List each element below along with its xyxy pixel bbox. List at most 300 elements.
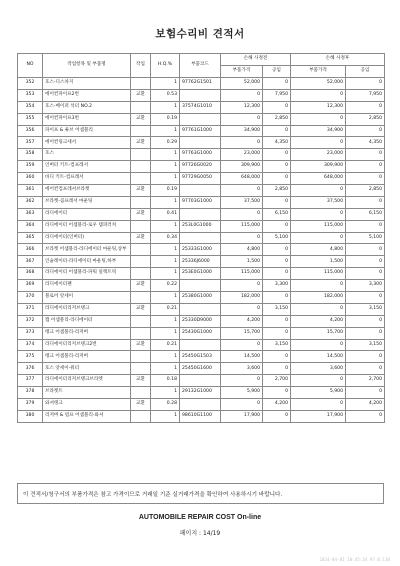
cell-work bbox=[131, 256, 151, 268]
cell-hq: 1 bbox=[151, 220, 180, 232]
cell-work bbox=[131, 410, 151, 422]
cell-part-code: 25336J6000 bbox=[180, 256, 221, 268]
cell-item-name: 호스 bbox=[43, 149, 131, 161]
cell-part-code bbox=[180, 208, 221, 220]
cell-part-code: 97763G1000 bbox=[180, 149, 221, 161]
cell-part-code: 97703G1000 bbox=[180, 196, 221, 208]
cell-labor-before: 5,100 bbox=[263, 232, 291, 244]
cell-part-price-before: 0 bbox=[221, 89, 263, 101]
cell-hq: 1 bbox=[151, 410, 180, 422]
table-row bbox=[18, 292, 385, 304]
cell-part-price-after: 309,900 bbox=[291, 161, 346, 173]
cell-labor-after: 3,300 bbox=[346, 280, 385, 292]
cell-part-code bbox=[180, 399, 221, 411]
table-row bbox=[18, 173, 385, 185]
cell-no: 369 bbox=[18, 280, 43, 292]
cell-no: 374 bbox=[18, 339, 43, 351]
cell-item-name: 브라켓-콤프레서 마운팅 bbox=[43, 196, 131, 208]
cell-part-price-before: 15,700 bbox=[221, 327, 263, 339]
cell-labor-after: 0 bbox=[346, 196, 385, 208]
cell-labor-after: 0 bbox=[346, 268, 385, 280]
cell-item-name: 라디에이터 bbox=[43, 208, 131, 220]
cell-hq: 1 bbox=[151, 256, 180, 268]
cell-part-price-before: 34,900 bbox=[221, 125, 263, 137]
cell-hq: 0.41 bbox=[151, 208, 180, 220]
cell-no: 365 bbox=[18, 232, 43, 244]
cell-item-name: 라디에이터 어셈블리-로우 템퍼러쳐 bbox=[43, 220, 131, 232]
cell-part-price-after: 0 bbox=[291, 89, 346, 101]
cell-labor-after: 0 bbox=[346, 292, 385, 304]
cell-work: 교환 bbox=[131, 185, 151, 197]
cell-hq: 0.21 bbox=[151, 303, 180, 315]
cell-labor-before: 0 bbox=[263, 410, 291, 422]
cell-item-name: 라디에이터 어셈블리-파워 일렉트릭 bbox=[43, 268, 131, 280]
cell-labor-before: 0 bbox=[263, 387, 291, 399]
cell-work bbox=[131, 292, 151, 304]
cell-no: 361 bbox=[18, 185, 43, 197]
cell-item-name: 에어컨파이프3번 bbox=[43, 113, 131, 125]
cell-work bbox=[131, 78, 151, 90]
document-title: 보험수리비 견적서 bbox=[155, 28, 245, 40]
cell-part-code: 98610G1100 bbox=[180, 410, 221, 422]
cell-part-code: 253E0G1000 bbox=[180, 268, 221, 280]
cell-part-code: 25450G1600 bbox=[180, 363, 221, 375]
table-row bbox=[18, 220, 385, 232]
cell-part-code: 97729G0050 bbox=[180, 173, 221, 185]
cell-labor-after: 0 bbox=[346, 220, 385, 232]
cell-labor-before: 2,850 bbox=[263, 113, 291, 125]
cell-no: 379 bbox=[18, 399, 43, 411]
cell-part-price-before: 0 bbox=[221, 137, 263, 149]
cell-item-name: 라디에이터리저브탱크2번 bbox=[43, 339, 131, 351]
cell-item-name: 에어컨파이프2번 bbox=[43, 89, 131, 101]
cell-item-name: 블로어 앗세이 bbox=[43, 292, 131, 304]
cell-part-price-after: 115,000 bbox=[291, 220, 346, 232]
cell-part-code: 25430G1000 bbox=[180, 327, 221, 339]
cell-labor-after: 0 bbox=[346, 410, 385, 422]
cell-part-price-before: 12,300 bbox=[221, 101, 263, 113]
cell-labor-after: 0 bbox=[346, 256, 385, 268]
cell-work bbox=[131, 351, 151, 363]
cell-labor-after: 0 bbox=[346, 387, 385, 399]
header-part-price-after: 부품가격 bbox=[291, 66, 346, 78]
cell-part-price-after: 17,900 bbox=[291, 410, 346, 422]
cell-item-name: 파이프 & 튜브 어셈블리 bbox=[43, 125, 131, 137]
header-hq: H.Q.% bbox=[151, 54, 180, 78]
cell-no: 372 bbox=[18, 315, 43, 327]
cell-part-code: 29132G1000 bbox=[180, 387, 221, 399]
cell-no: 370 bbox=[18, 292, 43, 304]
cell-part-price-after: 52,000 bbox=[291, 78, 346, 90]
cell-hq: 1 bbox=[151, 387, 180, 399]
cell-work bbox=[131, 196, 151, 208]
cell-item-name: 라디에이터(인버터) bbox=[43, 232, 131, 244]
table-row bbox=[18, 244, 385, 256]
cell-part-price-before: 0 bbox=[221, 232, 263, 244]
cell-part-price-before: 37,500 bbox=[221, 196, 263, 208]
cell-part-price-after: 23,000 bbox=[291, 149, 346, 161]
cell-part-price-before: 52,000 bbox=[221, 78, 263, 90]
cell-item-name: 호스-베이퍼 석터 NO.2 bbox=[43, 101, 131, 113]
cell-part-price-after: 0 bbox=[291, 208, 346, 220]
cell-work: 교환 bbox=[131, 232, 151, 244]
cell-labor-before: 0 bbox=[263, 244, 291, 256]
cell-labor-before: 0 bbox=[263, 363, 291, 375]
cell-hq: 1 bbox=[151, 244, 180, 256]
cell-hq: 0.21 bbox=[151, 339, 180, 351]
cell-hq: 0.22 bbox=[151, 280, 180, 292]
cell-no: 359 bbox=[18, 161, 43, 173]
cell-no: 373 bbox=[18, 327, 43, 339]
cell-labor-before: 0 bbox=[263, 101, 291, 113]
table-row bbox=[18, 196, 385, 208]
cell-hq: 1 bbox=[151, 161, 180, 173]
cell-work bbox=[131, 173, 151, 185]
cell-hq: 1 bbox=[151, 125, 180, 137]
cell-no: 364 bbox=[18, 220, 43, 232]
cell-work: 교환 bbox=[131, 375, 151, 387]
cell-part-price-before: 0 bbox=[221, 185, 263, 197]
cell-part-price-before: 14,500 bbox=[221, 351, 263, 363]
cell-labor-after: 0 bbox=[346, 78, 385, 90]
cell-part-price-after: 1,500 bbox=[291, 256, 346, 268]
cell-item-name: 와셔탱크 bbox=[43, 399, 131, 411]
cell-item-name: 브라켓트 bbox=[43, 387, 131, 399]
cell-labor-after: 2,850 bbox=[346, 113, 385, 125]
cell-hq: 1 bbox=[151, 173, 180, 185]
cell-part-price-after: 15,700 bbox=[291, 327, 346, 339]
cell-no: 371 bbox=[18, 303, 43, 315]
cell-no: 353 bbox=[18, 89, 43, 101]
cell-no: 354 bbox=[18, 101, 43, 113]
cell-part-price-after: 3,600 bbox=[291, 363, 346, 375]
table-row bbox=[18, 375, 385, 387]
cell-labor-before: 0 bbox=[263, 220, 291, 232]
cell-part-price-after: 0 bbox=[291, 375, 346, 387]
table-row bbox=[18, 280, 385, 292]
cell-part-price-before: 4,200 bbox=[221, 315, 263, 327]
table-row bbox=[18, 339, 385, 351]
table-row bbox=[18, 387, 385, 399]
table-row bbox=[18, 78, 385, 90]
cell-no: 377 bbox=[18, 375, 43, 387]
cell-work bbox=[131, 363, 151, 375]
table-row bbox=[18, 315, 385, 327]
cell-work bbox=[131, 315, 151, 327]
cell-part-price-after: 34,900 bbox=[291, 125, 346, 137]
cell-hq: 1 bbox=[151, 149, 180, 161]
cell-part-price-after: 4,200 bbox=[291, 315, 346, 327]
cell-item-name: 호스 앗세이-워터 bbox=[43, 363, 131, 375]
cell-no: 380 bbox=[18, 410, 43, 422]
cell-labor-after: 0 bbox=[346, 363, 385, 375]
header-after-adjust: 손해 사정후 bbox=[291, 54, 385, 66]
cell-part-price-after: 0 bbox=[291, 185, 346, 197]
cell-item-name: 라디에이터리저브탱크 bbox=[43, 303, 131, 315]
cell-work bbox=[131, 327, 151, 339]
cell-part-code: 25380G1000 bbox=[180, 292, 221, 304]
cell-part-price-before: 0 bbox=[221, 303, 263, 315]
cell-part-price-before: 0 bbox=[221, 113, 263, 125]
cell-no: 368 bbox=[18, 268, 43, 280]
cell-labor-before: 3,150 bbox=[263, 303, 291, 315]
cell-labor-before: 0 bbox=[263, 78, 291, 90]
cell-item-name: 바디 키트-컴프레서 bbox=[43, 173, 131, 185]
table-row bbox=[18, 161, 385, 173]
table-row bbox=[18, 363, 385, 375]
cell-labor-after: 0 bbox=[346, 101, 385, 113]
cell-labor-before: 0 bbox=[263, 173, 291, 185]
footer-title: AUTOMOBILE REPAIR COST On-line bbox=[138, 514, 262, 521]
cell-labor-before: 0 bbox=[263, 292, 291, 304]
table-row bbox=[18, 125, 385, 137]
cell-no: 362 bbox=[18, 196, 43, 208]
cell-item-name: 탱크 어셈블리-리저버 bbox=[43, 327, 131, 339]
header-before-adjust: 손해 사정전 bbox=[221, 54, 291, 66]
cell-part-code: 37574G1010 bbox=[180, 101, 221, 113]
cell-labor-after: 0 bbox=[346, 161, 385, 173]
cell-work: 교환 bbox=[131, 113, 151, 125]
table-row bbox=[18, 351, 385, 363]
cell-labor-before: 0 bbox=[263, 125, 291, 137]
cell-part-price-before: 648,000 bbox=[221, 173, 263, 185]
cell-labor-before: 0 bbox=[263, 149, 291, 161]
cell-part-code: 97761G1000 bbox=[180, 125, 221, 137]
table-row bbox=[18, 101, 385, 113]
cell-hq: 0.53 bbox=[151, 89, 180, 101]
header-part-price-before: 부품가격 bbox=[221, 66, 263, 78]
cell-labor-after: 7,950 bbox=[346, 89, 385, 101]
cell-part-price-before: 0 bbox=[221, 375, 263, 387]
cell-part-price-after: 0 bbox=[291, 339, 346, 351]
cell-part-code bbox=[180, 113, 221, 125]
cell-labor-before: 6,150 bbox=[263, 208, 291, 220]
cell-work: 교환 bbox=[131, 137, 151, 149]
cell-part-price-before: 5,900 bbox=[221, 387, 263, 399]
cell-hq: 1 bbox=[151, 101, 180, 113]
cell-item-name: 캡 어셈블리-라디에이터 bbox=[43, 315, 131, 327]
cell-no: 360 bbox=[18, 173, 43, 185]
cell-work: 교환 bbox=[131, 399, 151, 411]
cell-part-code: 25330D9000 bbox=[180, 315, 221, 327]
price-notice: 이 견적서/청구서의 부품가격은 참고 가격이므로 거래일 기준 실거래가격을 확인하여 사용하시기 바랍니다. bbox=[17, 483, 384, 504]
cell-labor-before: 4,350 bbox=[263, 137, 291, 149]
cell-no: 357 bbox=[18, 137, 43, 149]
cell-hq: 0.29 bbox=[151, 137, 180, 149]
cell-labor-before: 0 bbox=[263, 268, 291, 280]
table-row bbox=[18, 208, 385, 220]
cell-part-price-before: 1,500 bbox=[221, 256, 263, 268]
cell-work bbox=[131, 268, 151, 280]
cell-item-name: 에어컨링크세서 bbox=[43, 137, 131, 149]
estimate-rows bbox=[18, 78, 385, 423]
cell-hq: 1 bbox=[151, 315, 180, 327]
cell-no: 376 bbox=[18, 363, 43, 375]
cell-no: 358 bbox=[18, 149, 43, 161]
cell-work bbox=[131, 101, 151, 113]
cell-labor-after: 0 bbox=[346, 351, 385, 363]
cell-labor-after: 0 bbox=[346, 315, 385, 327]
cell-work bbox=[131, 149, 151, 161]
cell-part-price-before: 3,600 bbox=[221, 363, 263, 375]
cell-work bbox=[131, 244, 151, 256]
cell-part-price-before: 0 bbox=[221, 399, 263, 411]
table-row bbox=[18, 303, 385, 315]
cell-no: 378 bbox=[18, 387, 43, 399]
cell-hq: 1 bbox=[151, 78, 180, 90]
cell-work bbox=[131, 125, 151, 137]
cell-labor-before: 3,300 bbox=[263, 280, 291, 292]
cell-labor-after: 0 bbox=[346, 173, 385, 185]
cell-part-code bbox=[180, 303, 221, 315]
cell-item-name: 호스-디스차지 bbox=[43, 78, 131, 90]
table-row bbox=[18, 232, 385, 244]
cell-part-price-before: 17,900 bbox=[221, 410, 263, 422]
cell-no: 352 bbox=[18, 78, 43, 90]
cell-part-price-before: 23,000 bbox=[221, 149, 263, 161]
cell-part-price-after: 115,000 bbox=[291, 268, 346, 280]
cell-labor-after: 2,700 bbox=[346, 375, 385, 387]
table-row bbox=[18, 89, 385, 101]
cell-labor-after: 0 bbox=[346, 125, 385, 137]
cell-labor-after: 3,150 bbox=[346, 339, 385, 351]
cell-part-price-before: 0 bbox=[221, 339, 263, 351]
cell-part-price-after: 4,800 bbox=[291, 244, 346, 256]
cell-item-name: 리저버 & 펌프 어셈블리-와셔 bbox=[43, 410, 131, 422]
cell-labor-before: 2,700 bbox=[263, 375, 291, 387]
cell-hq: 1 bbox=[151, 268, 180, 280]
cell-work bbox=[131, 387, 151, 399]
header-work: 작업 bbox=[131, 54, 151, 78]
cell-labor-before: 0 bbox=[263, 327, 291, 339]
cell-labor-after: 4,200 bbox=[346, 399, 385, 411]
header-part-code: 부품코드 bbox=[180, 54, 221, 78]
cell-labor-before: 4,200 bbox=[263, 399, 291, 411]
cell-part-price-after: 0 bbox=[291, 137, 346, 149]
cell-labor-after: 2,850 bbox=[346, 185, 385, 197]
cell-item-name: 탱크 어셈블리-리저버 bbox=[43, 351, 131, 363]
table-row bbox=[18, 113, 385, 125]
cell-part-price-after: 0 bbox=[291, 232, 346, 244]
cell-no: 366 bbox=[18, 244, 43, 256]
cell-item-name: 인버터 키트-컴프레서 bbox=[43, 161, 131, 173]
table-row bbox=[18, 137, 385, 149]
table-row bbox=[18, 256, 385, 268]
cell-labor-after: 5,100 bbox=[346, 232, 385, 244]
table-row bbox=[18, 149, 385, 161]
table-row bbox=[18, 327, 385, 339]
table-row bbox=[18, 399, 385, 411]
cell-item-name: 라디에이터팬 bbox=[43, 280, 131, 292]
cell-item-name: 인슐레이터-라디에이터 마운팅,하부 bbox=[43, 256, 131, 268]
page-number: 페이지 : 14/19 bbox=[179, 530, 221, 537]
cell-part-price-after: 182,000 bbox=[291, 292, 346, 304]
cell-part-price-after: 5,900 bbox=[291, 387, 346, 399]
cell-part-price-before: 115,000 bbox=[221, 268, 263, 280]
cell-part-price-after: 648,000 bbox=[291, 173, 346, 185]
estimate-table bbox=[17, 53, 385, 423]
cell-part-price-after: 0 bbox=[291, 303, 346, 315]
cell-hq: 0.18 bbox=[151, 375, 180, 387]
cell-labor-after: 0 bbox=[346, 244, 385, 256]
cell-item-name: 에어컨컴프레셔브라켓 bbox=[43, 185, 131, 197]
cell-item-name: 브라켓 어셈블리-라디에이터 마운팅,상부 bbox=[43, 244, 131, 256]
cell-work: 교환 bbox=[131, 208, 151, 220]
cell-hq: 0.34 bbox=[151, 232, 180, 244]
header-no: NO bbox=[18, 54, 43, 78]
cell-hq: 1 bbox=[151, 292, 180, 304]
cell-part-price-before: 115,000 bbox=[221, 220, 263, 232]
cell-labor-before: 0 bbox=[263, 315, 291, 327]
cell-labor-after: 3,150 bbox=[346, 303, 385, 315]
header-labor-before: 공임 bbox=[263, 66, 291, 78]
cell-part-code: 25333G1000 bbox=[180, 244, 221, 256]
cell-part-price-after: 0 bbox=[291, 113, 346, 125]
cell-labor-before: 0 bbox=[263, 351, 291, 363]
cell-labor-before: 3,150 bbox=[263, 339, 291, 351]
cell-no: 355 bbox=[18, 113, 43, 125]
cell-part-price-after: 14,500 bbox=[291, 351, 346, 363]
cell-no: 367 bbox=[18, 256, 43, 268]
cell-hq: 1 bbox=[151, 196, 180, 208]
cell-work: 교환 bbox=[131, 339, 151, 351]
cell-labor-before: 0 bbox=[263, 256, 291, 268]
cell-part-price-before: 4,800 bbox=[221, 244, 263, 256]
cell-labor-before: 0 bbox=[263, 196, 291, 208]
cell-no: 356 bbox=[18, 125, 43, 137]
cell-part-price-before: 309,900 bbox=[221, 161, 263, 173]
cell-no: 375 bbox=[18, 351, 43, 363]
cell-labor-before: 7,950 bbox=[263, 89, 291, 101]
cell-hq: 0.28 bbox=[151, 399, 180, 411]
cell-labor-after: 4,350 bbox=[346, 137, 385, 149]
header-item-name: 작업항목 및 부품명 bbox=[43, 54, 131, 78]
cell-hq: 1 bbox=[151, 363, 180, 375]
cell-part-code: 253L0G1000 bbox=[180, 220, 221, 232]
cell-work bbox=[131, 161, 151, 173]
cell-part-code: 97726G0020 bbox=[180, 161, 221, 173]
table-row bbox=[18, 185, 385, 197]
print-timestamp: 2024-04-01 10:45:34 97.0.130 bbox=[319, 557, 390, 562]
cell-part-code: 25450G1503 bbox=[180, 351, 221, 363]
cell-hq: 0.19 bbox=[151, 185, 180, 197]
cell-part-price-before: 0 bbox=[221, 208, 263, 220]
cell-labor-after: 0 bbox=[346, 327, 385, 339]
cell-part-code bbox=[180, 280, 221, 292]
cell-part-code bbox=[180, 185, 221, 197]
header-labor-after: 공임 bbox=[346, 66, 385, 78]
cell-work: 교환 bbox=[131, 280, 151, 292]
cell-part-price-after: 0 bbox=[291, 280, 346, 292]
table-row bbox=[18, 410, 385, 422]
cell-part-code bbox=[180, 375, 221, 387]
cell-labor-after: 0 bbox=[346, 149, 385, 161]
cell-item-name: 라디에이터리저브탱크브라켓 bbox=[43, 375, 131, 387]
cell-part-code bbox=[180, 339, 221, 351]
cell-part-price-before: 182,000 bbox=[221, 292, 263, 304]
cell-part-price-after: 37,500 bbox=[291, 196, 346, 208]
cell-part-price-after: 0 bbox=[291, 399, 346, 411]
cell-hq: 1 bbox=[151, 351, 180, 363]
cell-part-code: 97762G1501 bbox=[180, 78, 221, 90]
cell-labor-before: 0 bbox=[263, 161, 291, 173]
cell-part-code bbox=[180, 89, 221, 101]
cell-part-code bbox=[180, 137, 221, 149]
cell-labor-before: 2,850 bbox=[263, 185, 291, 197]
cell-hq: 0.19 bbox=[151, 113, 180, 125]
cell-labor-after: 6,150 bbox=[346, 208, 385, 220]
cell-work: 교환 bbox=[131, 89, 151, 101]
